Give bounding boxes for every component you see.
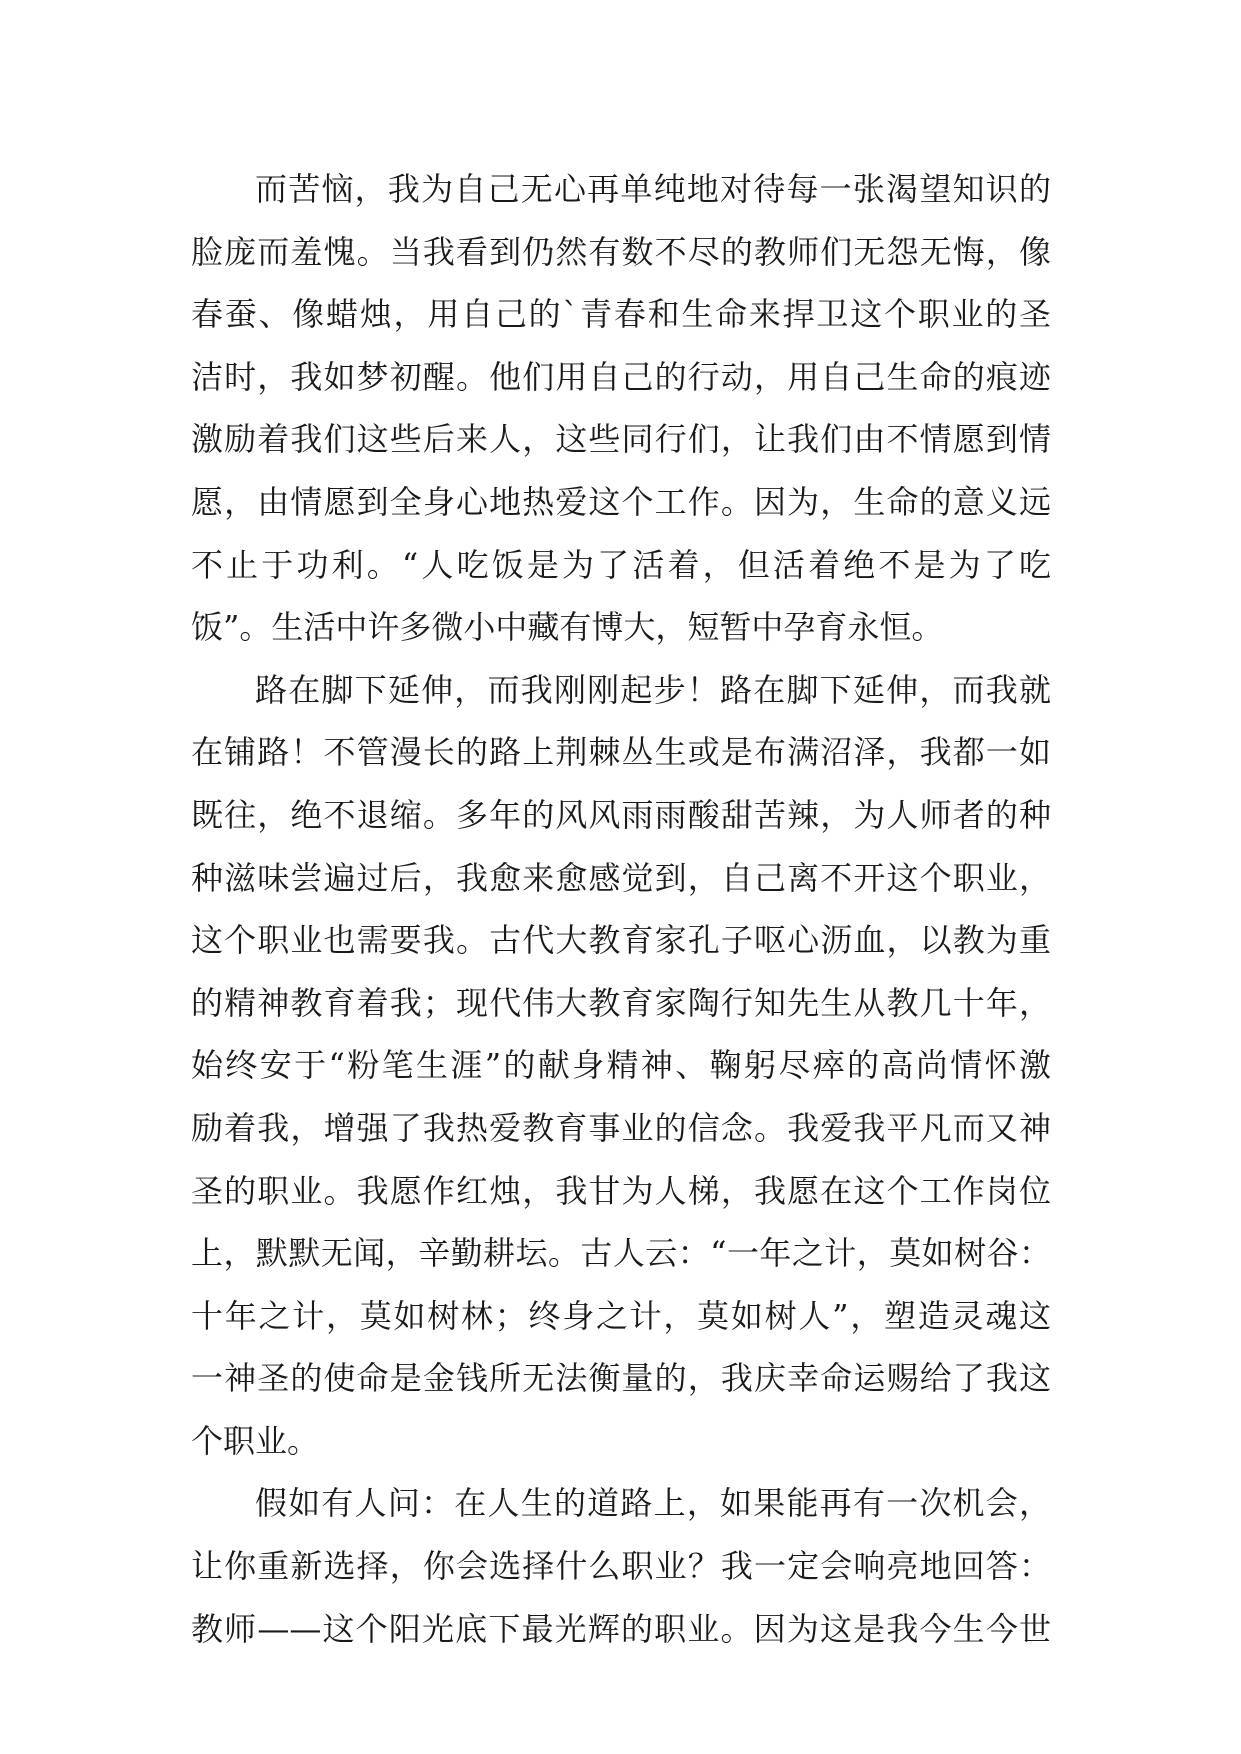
body-text [191,158,1051,1660]
text-line: 十年之计，莫如树林；终身之计，莫如树人”，塑造灵魂这 [191,1296,1051,1335]
text-line: 圣的职业。我愿作红烛，我甘为人梯，我愿在这个工作岗位 [191,1171,1051,1210]
text-line: 励着我，增强了我热爱教育事业的信念。我爱我平凡而又神 [191,1108,1051,1147]
text-line: 脸庞而羞愧。当我看到仍然有数不尽的教师们无怨无悔，像 [191,232,1051,271]
text-line: 个职业。 [191,1421,320,1460]
text-line: 路在脚下延伸，而我刚刚起步！路在脚下延伸，而我就 [255,670,1051,709]
text-line: 春蚕、像蜡烛，用自己的`青春和生命来捍卫这个职业的圣 [191,295,1051,334]
text-line: 假如有人问：在人生的道路上，如果能再有一次机会， [255,1484,1051,1523]
text-line: 教师——这个阳光底下最光辉的职业。因为这是我今生今世 [191,1609,1051,1648]
text-line: 洁时，我如梦初醒。他们用自己的行动，用自己生命的痕迹 [191,357,1051,396]
text-line: 一神圣的使命是金钱所无法衡量的，我庆幸命运赐给了我这 [191,1359,1051,1398]
text-line: 始终安于“粉笔生涯”的献身精神、鞠躬尽瘁的高尚情怀激 [191,1046,1051,1085]
text-line: 上，默默无闻，辛勤耕坛。古人云：“一年之计，莫如树谷： [191,1234,1051,1273]
text-line: 让你重新选择，你会选择什么职业？我一定会响亮地回答： [191,1547,1051,1586]
text-line: 不止于功利。“人吃饭是为了活着，但活着绝不是为了吃 [191,545,1051,584]
text-line: 的精神教育着我；现代伟大教育家陶行知先生从教几十年， [191,983,1051,1022]
text-line: 激励着我们这些后来人，这些同行们，让我们由不情愿到情 [191,420,1051,459]
text-line: 愿，由情愿到全身心地热爱这个工作。因为，生命的意义远 [191,482,1051,521]
text-line: 而苦恼，我为自己无心再单纯地对待每一张渴望知识的 [255,170,1051,208]
text-line: 在铺路！不管漫长的路上荆棘丛生或是布满沼泽，我都一如 [191,733,1051,772]
text-line: 这个职业也需要我。古代大教育家孔子呕心沥血，以教为重 [191,921,1051,960]
text-line: 饭”。生活中许多微小中藏有博大，短暂中孕育永恒。 [191,608,944,647]
text-line: 既往，绝不退缩。多年的风风雨雨酸甜苦辣，为人师者的种 [191,795,1051,834]
text-line: 种滋味尝遍过后，我愈来愈感觉到，自己离不开这个职业， [191,858,1051,897]
